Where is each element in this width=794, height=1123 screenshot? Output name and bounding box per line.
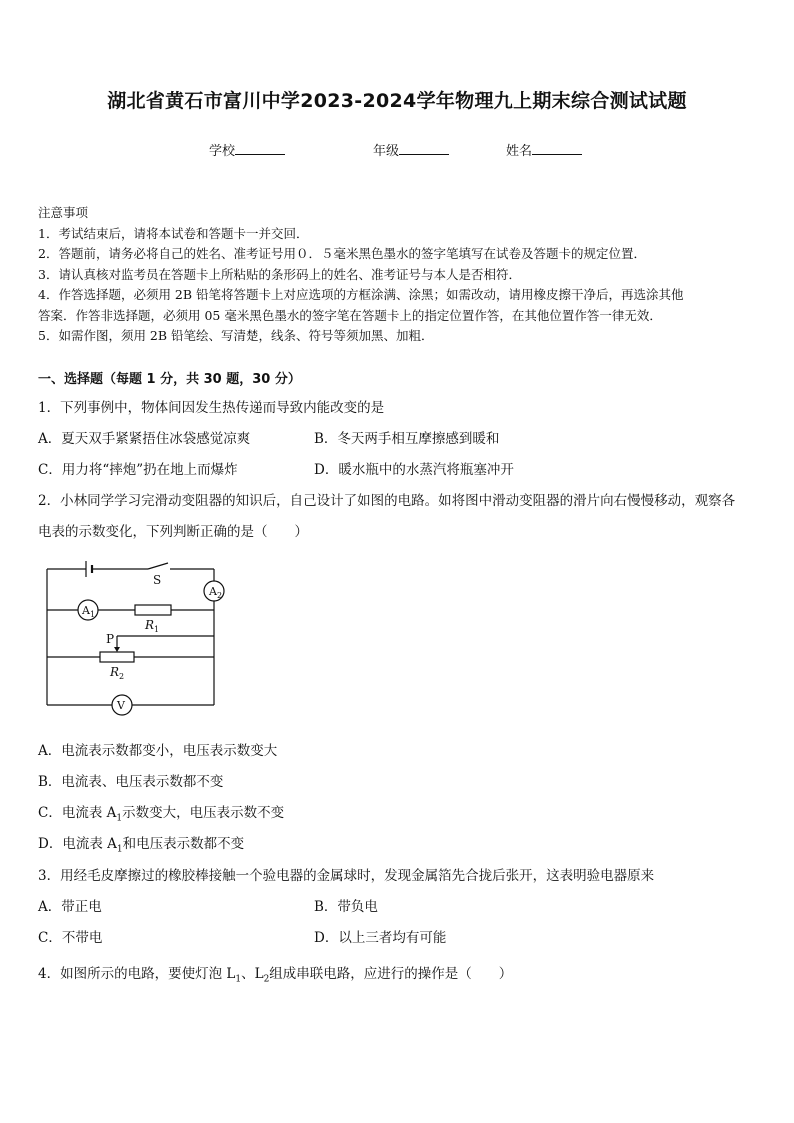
note-item: 1．考试结束后，请将本试卷和答题卡一并交回． [38,225,309,241]
school-blank[interactable] [235,142,285,155]
name-field [506,140,582,159]
notes-heading: 注意事项 [38,205,89,220]
q2-option-d-post: 和电压表示数都不变 [122,836,245,852]
q2-option-d[interactable] [38,832,244,855]
name-blank[interactable] [532,142,582,155]
label-a2-sub: 2 [216,591,223,600]
q1-stem: 1．下列事例中，物体间因发生热传递而导致内能改变的是 [38,400,385,416]
grade-label: 年级 [373,144,400,159]
grade-blank[interactable] [399,142,449,155]
q1-option-d[interactable]: D．暖水瓶中的水蒸汽将瓶塞冲开 [314,462,514,478]
q2-stem-line1: 2．小林同学学习完滑动变阻器的知识后，自己设计了如图的电路。如将图中滑动变阻器的滑片向右慢慢移动，观察各 [38,493,736,509]
note-item: 4．作答选择题，必须用 2B 铅笔将答题卡上对应选项的方框涂满、涂黑；如需改动，请用橡皮擦干净后，再选涂其他 [38,287,684,302]
name-label: 姓名 [506,144,533,159]
q4-stem-post: 组成串联电路，应进行的操作是（ ） [269,966,513,982]
rheostat-r2-symbol [100,652,134,662]
q4-stem [38,962,512,985]
q2-stem-line2: 电表的示数变化，下列判断正确的是（ ） [38,524,308,540]
q2-option-c-pre: C．电流表 A [38,805,117,821]
q4-sub2: 2 [263,974,270,985]
q2-option-d-pre: D．电流表 A [38,836,117,852]
q2-option-b[interactable]: B．电流表、电压表示数都不变 [38,774,224,790]
q2-option-d-sub: 1 [116,844,123,855]
note-item: 2．答题前，请务必将自己的姓名、准考证号用０．５毫米黑色墨水的签字笔填写在试卷及答题卡的规定位置． [38,246,646,261]
label-v: V [117,699,125,712]
q3-stem: 3．用经毛皮摩擦过的橡胶棒接触一个验电器的金属球时，发现金属箔先合拢后张开，这表明验电器原来 [38,868,655,884]
grade-field [373,140,449,159]
label-r2: $R_2$ [110,665,125,681]
q1-option-a[interactable]: A．夏天双手紧紧捂住冰袋感觉凉爽 [38,431,251,447]
label-a1: $A_1$ [82,604,96,619]
q3-option-a[interactable]: A．带正电 [38,899,102,915]
q2-option-c-sub: 1 [116,813,123,824]
q1-option-b[interactable]: B．冬天两手相互摩擦感到暖和 [314,431,500,447]
q3-option-d[interactable]: D．以上三者均有可能 [314,930,447,946]
label-p: P [106,632,115,646]
q2-option-a[interactable]: A．电流表示数都变小，电压表示数变大 [38,743,278,759]
q2-option-c-post: 示数变大，电压表示数不变 [122,805,285,821]
q2-option-c[interactable] [38,801,284,824]
resistor-r1-symbol [135,605,171,615]
q2-circuit-diagram [38,555,238,725]
label-switch-s: S [153,573,162,587]
q4-sub1: 1 [235,974,242,985]
label-r1: $R_1$ [145,618,160,634]
school-label: 学校 [209,144,236,159]
note-item: 5．如需作图，须用 2B 铅笔绘、写清楚，线条、符号等须加黑、加粗． [38,328,434,343]
label-a1-sub: 1 [89,610,96,619]
q3-option-b[interactable]: B．带负电 [314,899,378,915]
notes-section [38,203,758,347]
q3-option-c[interactable]: C．不带电 [38,930,103,946]
q1-option-c[interactable]: C．用力将“摔炮”扔在地上而爆炸 [38,462,238,478]
page-title: 湖北省黄石市富川中学2023-2024学年物理九上期末综合测试试题 [107,90,687,112]
note-item: 答案．作答非选择题，必须用 05 毫米黑色墨水的签字笔在答题卡上的指定位置作答，在其他位置作答一律无效． [38,307,662,323]
q4-stem-mid: 、L [241,966,264,982]
note-item: 3．请认真核对监考员在答题卡上所粘贴的条形码上的姓名、准考证号与本人是否相符． [38,266,521,282]
slider-arrow-icon [114,647,120,652]
school-field [209,140,285,159]
label-a2: $A_2$ [209,585,223,600]
section-heading: 一、选择题（每题 1 分，共 30 题，30 分） [38,372,301,387]
q4-stem-pre: 4．如图所示的电路，要使灯泡 L [38,966,236,982]
